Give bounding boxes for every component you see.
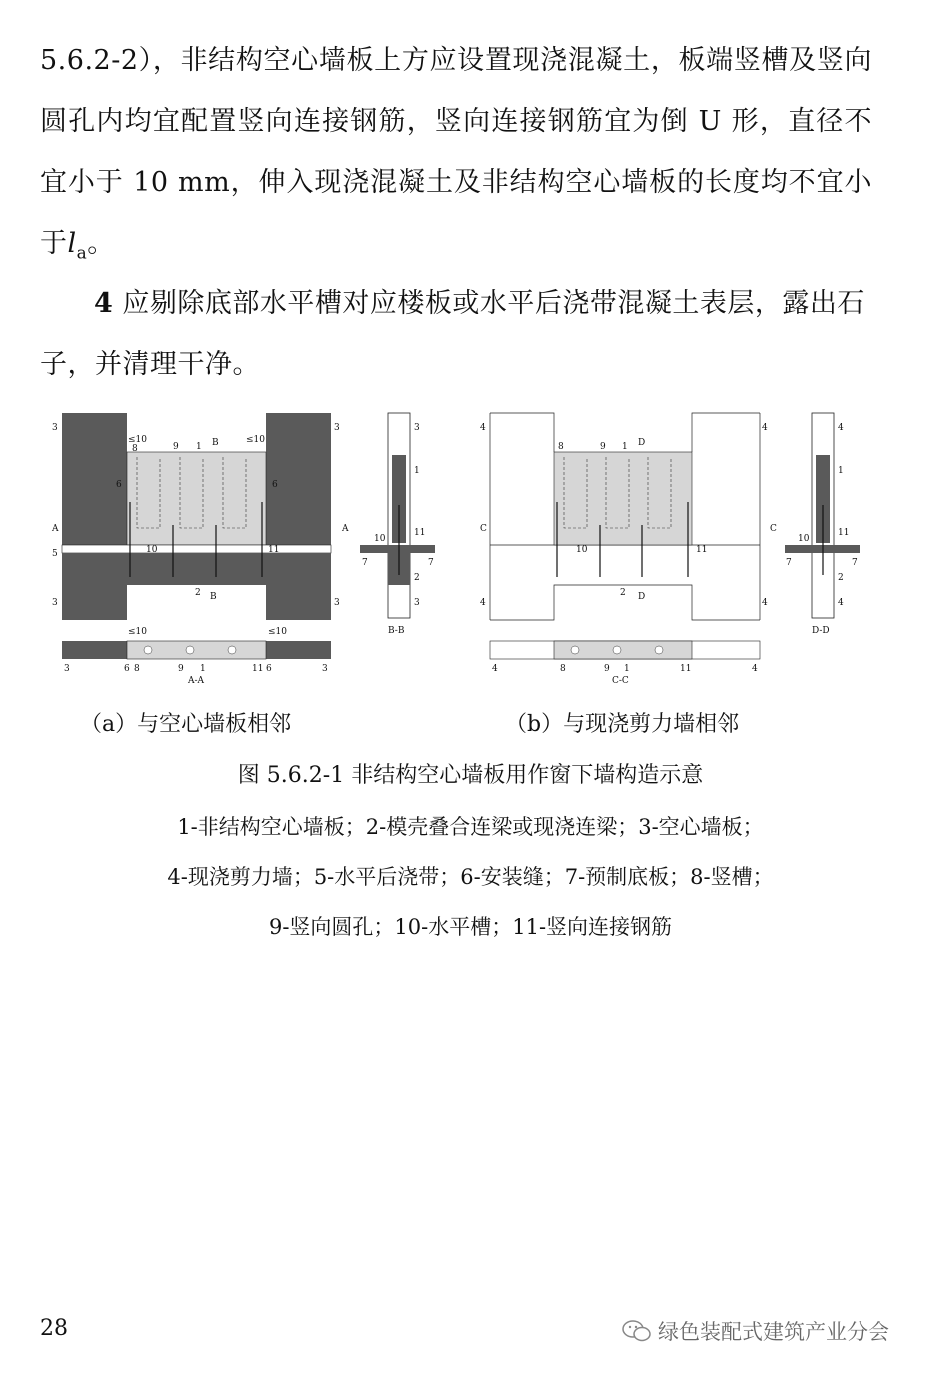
hollow-panel-right-bottom xyxy=(266,585,331,620)
label-6: 6 xyxy=(266,664,272,674)
footer-text: 绿色装配式建筑产业分会 xyxy=(658,1320,889,1344)
label-1: 1 xyxy=(414,466,420,476)
view-title-dd: D-D xyxy=(812,626,830,636)
body-paragraph-1 xyxy=(40,30,872,284)
label-10: 10 xyxy=(374,534,386,544)
label-4: 4 xyxy=(838,423,844,433)
label-9: 9 xyxy=(600,442,606,452)
legend-line-2: 4-现浇剪力墙；5-水平后浇带；6-安装缝；7-预制底板；8-竖槽； xyxy=(167,865,774,889)
elevation-b xyxy=(480,413,777,620)
subcaption-b: （b）与现浇剪力墙相邻 xyxy=(505,712,740,737)
label-2: 2 xyxy=(414,573,420,583)
label-3: 3 xyxy=(52,423,58,433)
coupling-beam xyxy=(62,553,331,585)
label-7: 7 xyxy=(362,558,368,568)
label-6: 6 xyxy=(272,480,278,490)
label-11: 11 xyxy=(268,545,280,555)
label-11: 11 xyxy=(252,664,264,674)
label-3: 3 xyxy=(52,598,58,608)
paragraph-2-text: 应剔除底部水平槽对应楼板或水平后浇带混凝土表层，露出石子，并清理干净。 xyxy=(40,288,865,380)
anchorage-length-symbol: l xyxy=(67,228,77,259)
label-3: 3 xyxy=(334,598,340,608)
section-bb xyxy=(360,413,435,636)
view-title-aa: A-A xyxy=(188,676,205,686)
label-4: 4 xyxy=(492,664,498,674)
subcaption-a: （a）与空心墙板相邻 xyxy=(80,712,292,737)
label-4: 4 xyxy=(480,423,486,433)
section-mark-c: C xyxy=(480,524,487,534)
anchorage-length-subscript: a xyxy=(76,243,88,264)
label-3: 3 xyxy=(64,664,70,674)
label-le10: ≤10 xyxy=(128,435,147,445)
legend-line-1: 1-非结构空心墙板；2-模壳叠合连梁或现浇连梁；3-空心墙板； xyxy=(177,815,764,839)
label-8: 8 xyxy=(132,444,138,454)
label-1: 1 xyxy=(200,664,206,674)
label-11: 11 xyxy=(414,528,426,538)
label-le10: ≤10 xyxy=(268,627,287,637)
label-1: 1 xyxy=(196,442,202,452)
plan-aa xyxy=(62,627,331,686)
label-9: 9 xyxy=(173,442,179,452)
horizontal-joint xyxy=(62,545,331,553)
figure-drawing xyxy=(40,405,910,695)
section-mark-b: B xyxy=(210,592,217,602)
label-10: 10 xyxy=(798,534,810,544)
view-title-bb: B-B xyxy=(388,626,405,636)
hollow-panel-right-top xyxy=(266,413,331,545)
wechat-icon xyxy=(622,1319,652,1343)
label-3: 3 xyxy=(414,423,420,433)
label-10: 10 xyxy=(576,545,588,555)
label-2: 2 xyxy=(620,588,626,598)
label-5: 5 xyxy=(52,549,58,559)
label-3: 3 xyxy=(414,598,420,608)
label-7: 7 xyxy=(428,558,434,568)
paragraph-1-end: 。 xyxy=(87,228,115,259)
legend-line-3: 9-竖向圆孔；10-水平槽；11-竖向连接钢筋 xyxy=(268,915,673,939)
label-8: 8 xyxy=(134,664,140,674)
label-le10: ≤10 xyxy=(246,435,265,445)
section-mark-a: A xyxy=(342,524,349,534)
label-3: 3 xyxy=(334,423,340,433)
label-1: 1 xyxy=(622,442,628,452)
label-le10: ≤10 xyxy=(128,627,147,637)
nonstructural-panel xyxy=(127,452,266,545)
section-mark-c: C xyxy=(770,524,777,534)
label-4: 4 xyxy=(762,423,768,433)
label-7: 7 xyxy=(852,558,858,568)
label-9: 9 xyxy=(604,664,610,674)
label-4: 4 xyxy=(762,598,768,608)
section-mark-d: D xyxy=(638,438,646,448)
label-11: 11 xyxy=(838,528,850,538)
construction-figure xyxy=(40,405,910,695)
label-8: 8 xyxy=(560,664,566,674)
paragraph-1-text: 5.6.2-2），非结构空心墙板上方应设置现浇混凝土，板端竖槽及竖向圆孔内均宜配置竖向连接钢筋，竖向连接钢筋宜为倒 U 形，直径不宜小于 10 mm，伸入现浇混凝土及非结构空心墙板的长度均不宜小于 xyxy=(40,45,872,259)
hollow-panel-left-top xyxy=(62,413,127,545)
plan-cc xyxy=(490,641,760,686)
label-11: 11 xyxy=(696,545,708,555)
page-number: 28 xyxy=(40,1316,68,1341)
section-mark-d: D xyxy=(638,592,646,602)
label-4: 4 xyxy=(752,664,758,674)
label-6: 6 xyxy=(116,480,122,490)
label-4: 4 xyxy=(480,598,486,608)
clause-number: 4 xyxy=(94,288,114,319)
footer-watermark xyxy=(622,1316,889,1346)
label-8: 8 xyxy=(558,442,564,452)
label-4: 4 xyxy=(838,598,844,608)
label-9: 9 xyxy=(178,664,184,674)
label-10: 10 xyxy=(146,545,158,555)
view-title-cc: C-C xyxy=(612,676,629,686)
label-2: 2 xyxy=(838,573,844,583)
elevation-a xyxy=(51,413,349,620)
figure-caption: 图 5.6.2-1 非结构空心墙板用作窗下墙构造示意 xyxy=(237,763,704,788)
label-11: 11 xyxy=(680,664,692,674)
section-mark-b: B xyxy=(212,438,219,448)
hollow-panel-left-bottom xyxy=(62,585,127,620)
section-mark-a: A xyxy=(52,524,59,534)
section-dd xyxy=(785,413,860,636)
section-bb-slab xyxy=(360,545,435,553)
label-2: 2 xyxy=(195,588,201,598)
label-3: 3 xyxy=(322,664,328,674)
label-6: 6 xyxy=(124,664,130,674)
label-7: 7 xyxy=(786,558,792,568)
label-1: 1 xyxy=(838,466,844,476)
body-paragraph-2 xyxy=(40,273,872,395)
label-1: 1 xyxy=(624,664,630,674)
